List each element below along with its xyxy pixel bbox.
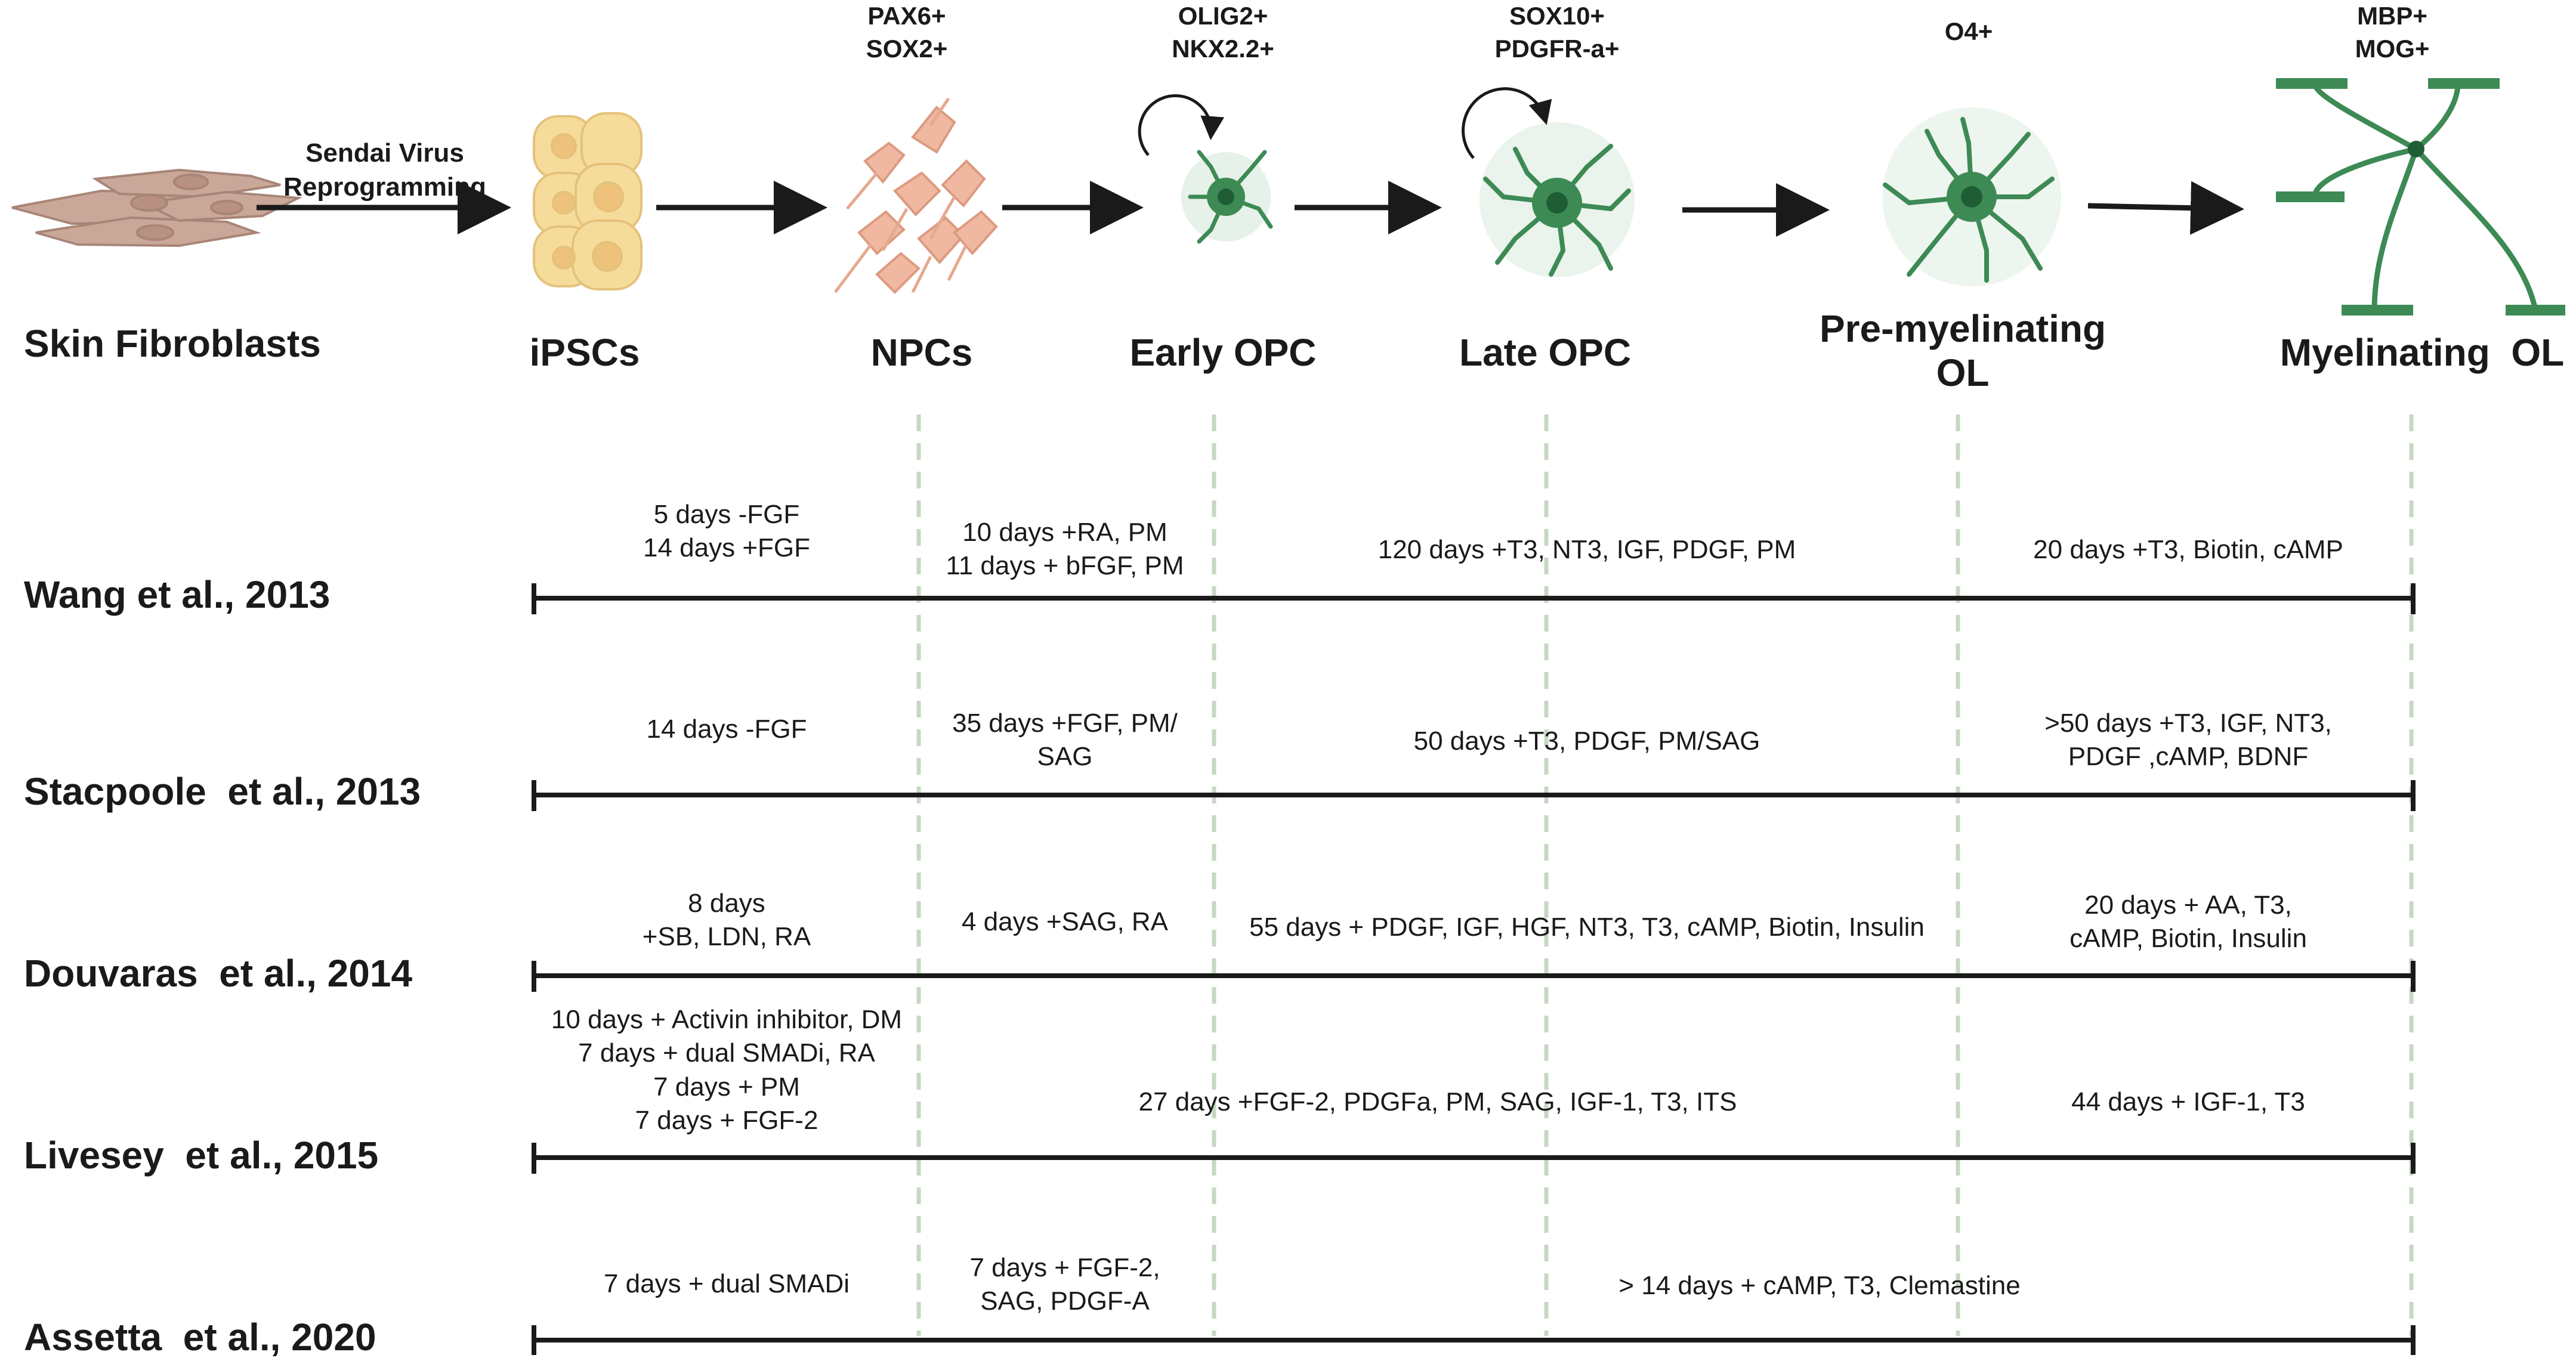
stage-label-late-opc: Late OPC [1459, 331, 1632, 374]
douvaras-condition-ipsc: 8 days +SB, LDN, RA [642, 889, 811, 952]
livesey-condition-opc: 27 days +FGF-2, PDGFa, PM, SAG, IGF-1, T3, ITS [1138, 1087, 1737, 1116]
npc-marker: PAX6+ SOX2+ [866, 2, 948, 63]
assetta-condition-ol: > 14 days + cAMP, T3, Clemastine [1619, 1271, 2021, 1300]
assetta-condition-npc: 7 days + FGF-2, SAG, PDGF-A [969, 1253, 1160, 1316]
study-name-douvaras: Douvaras et al., 2014 [24, 952, 413, 995]
study-timelines [534, 583, 2413, 1355]
stacpoole-condition-ol: >50 days +T3, IGF, NT3, PDGF ,cAMP, BDNF [2044, 709, 2332, 772]
late-opc-cell-icon [1463, 89, 1635, 277]
stage-label-ipscs: iPSCs [529, 331, 640, 374]
livesey-condition-early: 10 days + Activin inhibitor, DM 7 days + dual SMADi, RA 7 days + PM 7 days + FGF-2 [551, 1005, 903, 1135]
study-name-assetta: Assetta et al., 2020 [24, 1316, 376, 1359]
stage-label-skin-fibroblasts: Skin Fibroblasts [24, 322, 321, 365]
pre-myelinating-ol-icon [1882, 107, 2061, 286]
stage-label-npcs: NPCs [870, 331, 973, 374]
livesey-condition-ol: 44 days + IGF-1, T3 [2071, 1087, 2305, 1116]
late-opc-marker: SOX10+ PDGFR-a+ [1494, 2, 1620, 63]
pre-ol-marker: O4+ [1944, 17, 1993, 45]
early-opc-marker: OLIG2+ NKX2.2+ [1172, 2, 1274, 63]
stage-label-myelinating-ol: Myelinating OL [2280, 331, 2565, 374]
study-name-stacpoole: Stacpoole et al., 2013 [24, 770, 421, 813]
stacpoole-condition-ipsc: 14 days -FGF [646, 714, 807, 744]
study-name-livesey: Livesey et al., 2015 [24, 1134, 379, 1177]
wang-condition-ipsc: 5 days -FGF 14 days +FGF [643, 500, 811, 563]
fibroblast-cells-icon [12, 170, 298, 246]
wang-condition-opc: 120 days +T3, NT3, IGF, PDGF, PM [1377, 535, 1796, 564]
douvaras-condition-ol: 20 days + AA, T3, cAMP, Biotin, Insulin [2070, 890, 2307, 954]
stage-label-early-opc: Early OPC [1129, 331, 1317, 374]
stacpoole-condition-npc: 35 days +FGF, PM/ SAG [952, 709, 1178, 772]
npc-cells-icon [835, 98, 996, 292]
ipsc-cluster-icon [534, 113, 641, 289]
assetta-condition-ipsc: 7 days + dual SMADi [603, 1269, 850, 1298]
wang-condition-npc: 10 days +RA, PM 11 days + bFGF, PM [946, 518, 1184, 581]
myelinating-ol-icon [2276, 83, 2565, 310]
stacpoole-condition-opc: 50 days +T3, PDGF, PM/SAG [1413, 726, 1760, 756]
myelinating-ol-marker: MBP+ MOG+ [2355, 2, 2430, 63]
reprogramming-caption: Sendai Virus Reprogramming [283, 138, 486, 202]
wang-condition-ol: 20 days +T3, Biotin, cAMP [2033, 535, 2343, 564]
douvaras-condition-npc: 4 days +SAG, RA [961, 907, 1169, 936]
stage-label-pre-myelinating-ol: Pre-myelinating OL [1819, 307, 2106, 394]
douvaras-condition-opc: 55 days + PDGF, IGF, HGF, NT3, T3, cAMP, Biotin, Insulin [1249, 913, 1925, 942]
study-name-wang: Wang et al., 2013 [24, 573, 331, 616]
arrow-pre-ol-to-myelinating [2088, 206, 2228, 209]
early-opc-cell-icon [1139, 96, 1271, 242]
